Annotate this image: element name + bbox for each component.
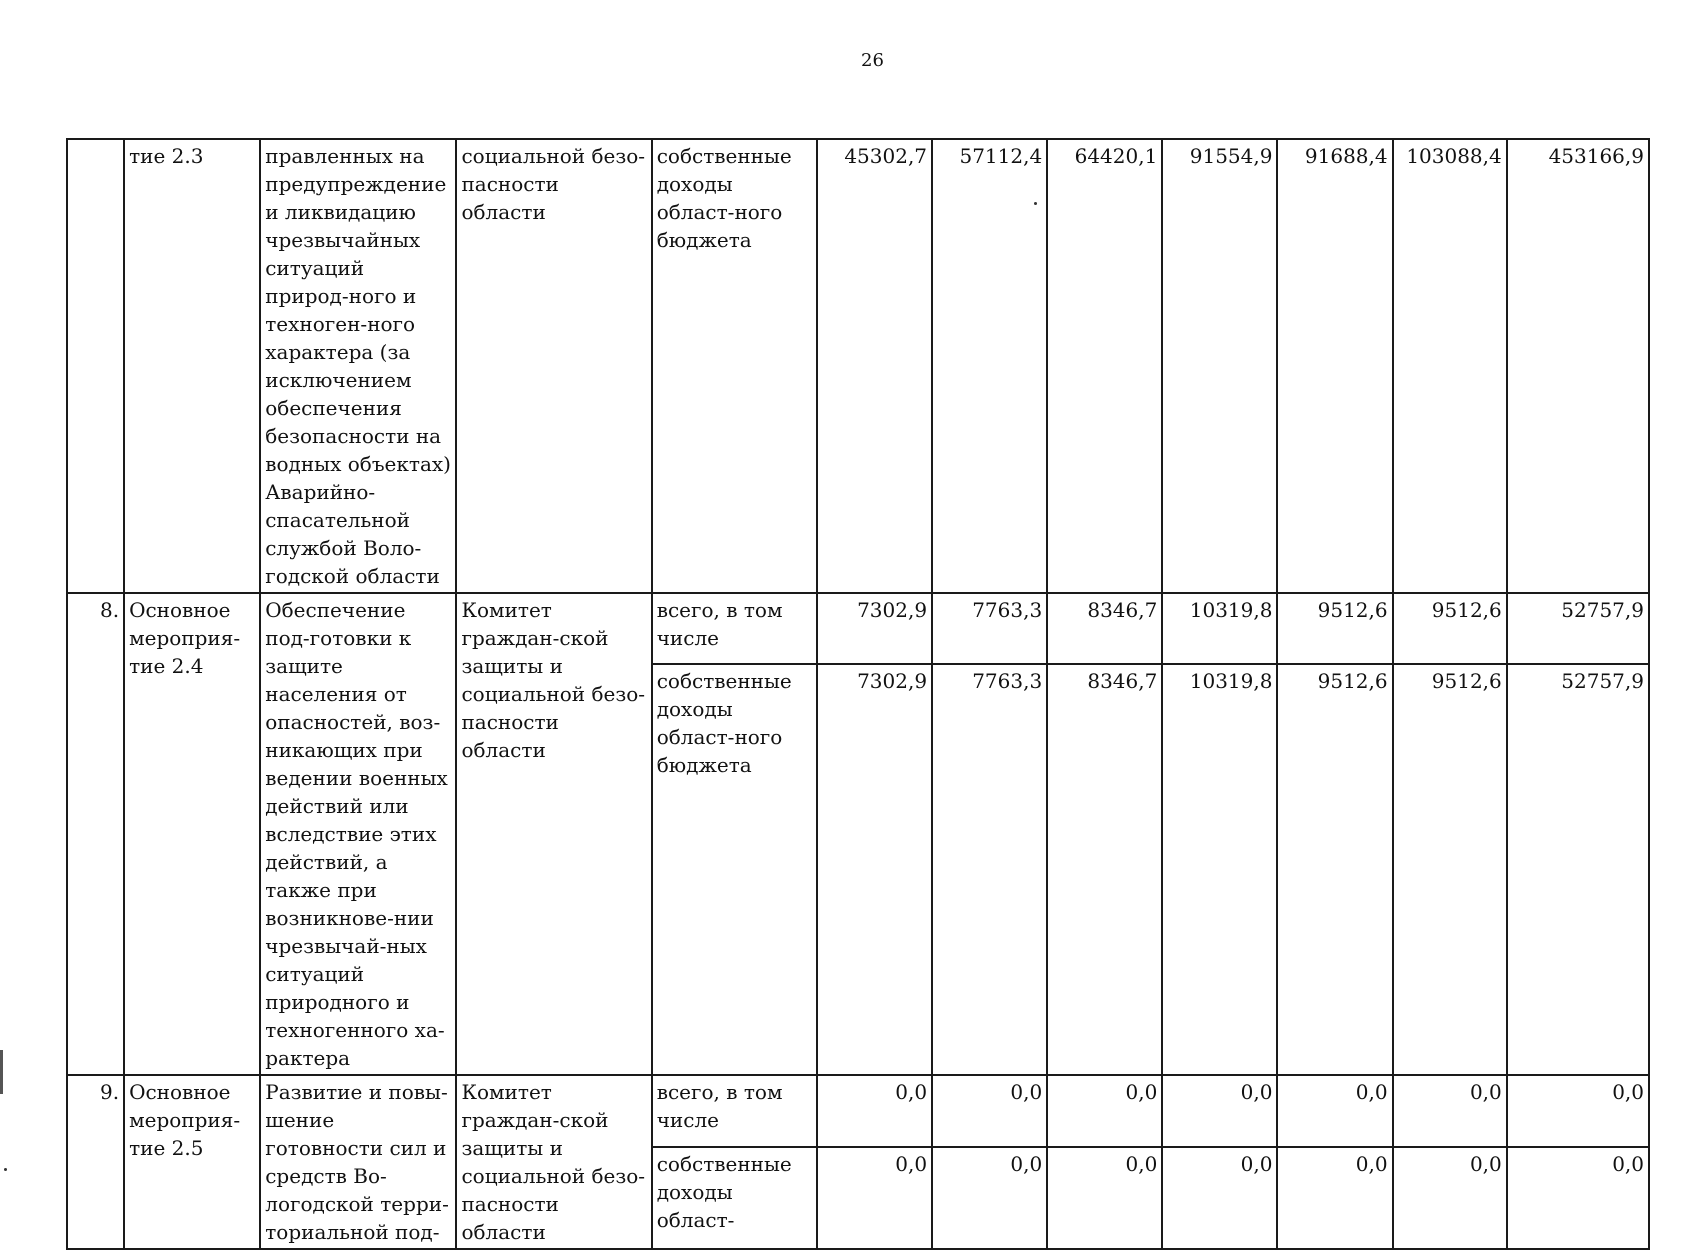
value-cell: 45302,7: [817, 139, 932, 593]
value-cell: 7763,3: [932, 664, 1047, 1075]
value-cell: 9512,6: [1277, 593, 1392, 664]
funding-source: собственные доходы област-: [652, 1147, 817, 1249]
value-cell: 0,0: [932, 1147, 1047, 1249]
value-cell: 0,0: [1393, 1075, 1507, 1147]
scan-dot: [4, 1168, 7, 1171]
value-cell: 0,0: [1507, 1147, 1649, 1249]
value-cell: 10319,8: [1162, 593, 1277, 664]
row-index: 9.: [67, 1075, 124, 1249]
measure-description: правленных на предупреждение и ликвидацию чрезвычайных ситуаций природ-ного и техноген-ного характера (за исключением обеспечения безопасности на водных объектах) Аварийно-спасательной службой Воло-годской области: [260, 139, 456, 593]
value-cell: 64420,1: [1047, 139, 1162, 593]
value-cell: 52757,9: [1507, 664, 1649, 1075]
measure-description: Обеспечение под-готовки к защите населения от опасностей, воз-никающих при ведении военных действий или вследствие этих действий, а также при возникнове-нии чрезвычай-ных ситуаций природного и техногенного ха-рактера: [260, 593, 456, 1075]
value-cell: 8346,7: [1047, 664, 1162, 1075]
funding-source: всего, в том числе: [652, 593, 817, 664]
table-row: [67, 1075, 1649, 1147]
value-cell: 103088,4: [1393, 139, 1507, 593]
funding-source: собственные доходы област-ного бюджета: [652, 139, 817, 593]
value-cell: 0,0: [1393, 1147, 1507, 1249]
value-cell: 91688,4: [1277, 139, 1392, 593]
measure-name: тие 2.3: [124, 139, 260, 593]
value-cell: 7763,3: [932, 593, 1047, 664]
value-cell: 0,0: [1277, 1147, 1392, 1249]
scan-dot: [1034, 202, 1037, 205]
executor: Комитет граждан-ской защиты и социальной безо-пасности области: [456, 1075, 651, 1249]
page-number: 26: [861, 50, 884, 71]
value-cell: 0,0: [932, 1075, 1047, 1147]
value-cell: 9512,6: [1393, 593, 1507, 664]
executor: Комитет граждан-ской защиты и социальной безо-пасности области: [456, 593, 651, 1075]
value-cell: 0,0: [1162, 1147, 1277, 1249]
value-cell: 9512,6: [1277, 664, 1392, 1075]
value-cell: 9512,6: [1393, 664, 1507, 1075]
value-cell: 0,0: [817, 1147, 932, 1249]
value-cell: 57112,4: [932, 139, 1047, 593]
value-cell: 10319,8: [1162, 664, 1277, 1075]
budget-table: [66, 138, 1650, 1250]
measure-description: Развитие и повы-шение готовности сил и средств Во-логодской терри-ториальной под-: [260, 1075, 456, 1249]
scan-margin-mark: [0, 1050, 3, 1094]
value-cell: 0,0: [1277, 1075, 1392, 1147]
funding-source: собственные доходы област-ного бюджета: [652, 664, 817, 1075]
funding-source: всего, в том числе: [652, 1075, 817, 1147]
value-cell: 0,0: [1507, 1075, 1649, 1147]
row-index: [67, 139, 124, 593]
table-row: [67, 593, 1649, 664]
value-cell: 0,0: [1162, 1075, 1277, 1147]
value-cell: 0,0: [1047, 1075, 1162, 1147]
row-index: 8.: [67, 593, 124, 1075]
value-cell: 7302,9: [817, 593, 932, 664]
value-cell: 0,0: [817, 1075, 932, 1147]
executor: социальной безо-пасности области: [456, 139, 651, 593]
value-cell: 8346,7: [1047, 593, 1162, 664]
value-cell: 52757,9: [1507, 593, 1649, 664]
value-cell: 0,0: [1047, 1147, 1162, 1249]
value-cell: 91554,9: [1162, 139, 1277, 593]
measure-name: Основное мероприя-тие 2.4: [124, 593, 260, 1075]
measure-name: Основное мероприя-тие 2.5: [124, 1075, 260, 1249]
table-row: [67, 139, 1649, 593]
value-cell: 7302,9: [817, 664, 932, 1075]
value-cell: 453166,9: [1507, 139, 1649, 593]
